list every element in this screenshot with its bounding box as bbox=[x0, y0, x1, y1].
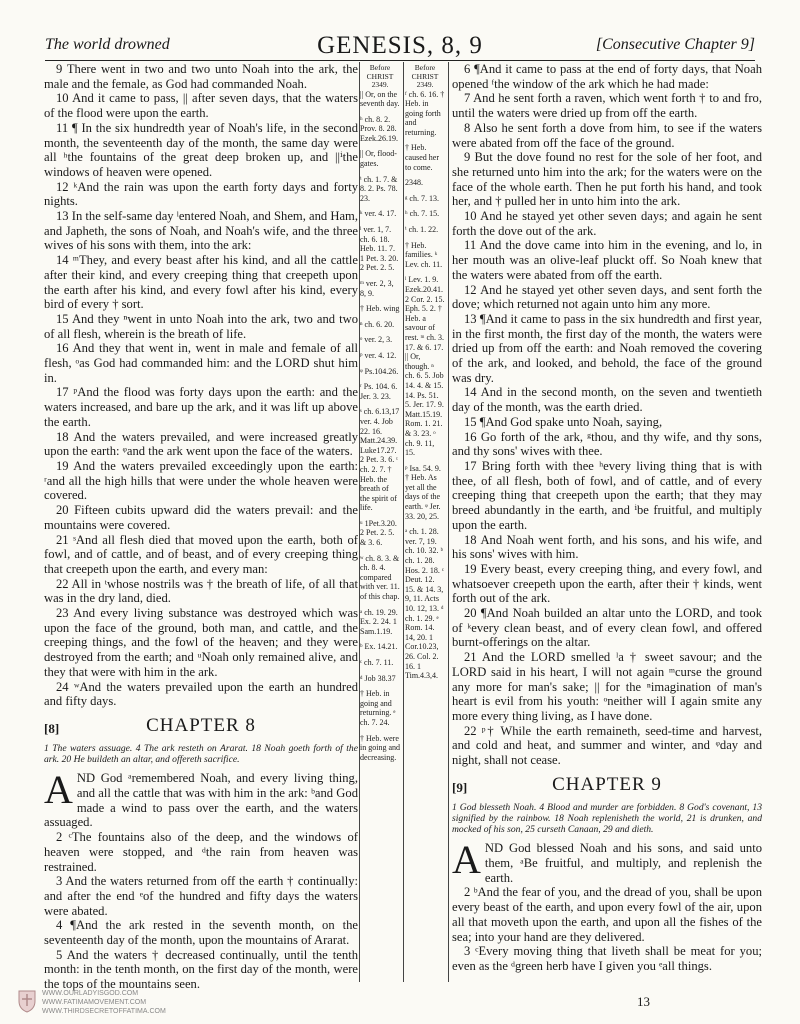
verse: 7 And he sent forth a raven, which went forth † to and fro, until the waters were dried up from off the earth. bbox=[452, 91, 762, 121]
drop-cap: A bbox=[452, 837, 481, 883]
verse: 6 ¶And it came to pass at the end of forty days, that Noah opened ᶠthe window of the ark which he had made: bbox=[452, 62, 762, 91]
verse: 9 But the dove found no rest for the sole of her foot, and she returned unto him into the ark; for the waters were on the face of the whole earth. Then he put forth his hand, and took her, and † pulled her in unto him into the ark. bbox=[452, 150, 762, 209]
cross-reference: † Heb. in going and returning. ᵉ ch. 7. 24. bbox=[360, 689, 396, 727]
cross-reference: ᵠ Ps.104.26. bbox=[360, 366, 399, 376]
verse: 3 And the waters returned from off the earth † continually: and after the end ᵉof the hundred and fifty days the waters were abated. bbox=[44, 874, 358, 918]
era-heading: Before CHRIST 2349. bbox=[366, 63, 394, 89]
verse: 20 Fifteen cubits upward did the waters prevail: and the mountains were covered. bbox=[44, 503, 358, 532]
cross-reference: ᵘ 1Pet.3.20. 2 Pet. 2. 5. & 3. 6. bbox=[360, 518, 397, 548]
verse: 16 And they that went in, went in male and female of all flesh, ᵒas God had commanded him: and the LORD shut him in. bbox=[44, 341, 358, 385]
chapter-title: CHAPTER 8 bbox=[146, 714, 256, 736]
verse: 13 In the self-same day ˡentered Noah, and Shem, and Ham, and Japheth, the sons of Noah, and Noah's wife, and the three wives of his sons with them, into the ark: bbox=[44, 209, 358, 253]
chapter-summary: 1 The waters assuage. 4 The ark resteth on Ararat. 18 Noah goeth forth of the ark. 20 He buildeth an altar, and offereth sacrifice. bbox=[44, 742, 358, 766]
chapter-9-heading bbox=[452, 773, 762, 800]
cross-reference: ⁱ ch. 1. 7. & 8. 2. Ps. 78. 23. bbox=[360, 174, 398, 203]
verse: 18 And the waters prevailed, and were increased greatly upon the earth: ᵠand the ark went upon the face of the waters. bbox=[44, 429, 358, 459]
cross-reference: ⁱ ch. 1. 22. bbox=[405, 225, 439, 235]
verse: 22 ᵖ† While the earth remaineth, seed-time and harvest, and cold and heat, and summer and winter, and ᵠday and night, shall not cease. bbox=[452, 723, 762, 768]
watermark-url: WWW.THIRDSECRETOFFATIMA.COM bbox=[42, 1008, 166, 1015]
verse: 24 ʷAnd the waters prevailed upon the earth an hundred and fifty days. bbox=[44, 679, 358, 709]
cross-reference: † Heb. caused her to come. bbox=[405, 143, 439, 172]
cross-reference: ˡ ver. 1, 7. ch. 6. 18. Heb. 11. 7. 1 Pet. 3. 20. 2 Pet. 2. 5. bbox=[360, 225, 399, 273]
cross-reference: ʰ ch. 8. 2. Prov. 8. 28. Ezek.26.19. bbox=[360, 114, 398, 143]
verse: 22 All in ᵗwhose nostrils was † the breath of life, of all that was in the dry land, died. bbox=[44, 576, 358, 606]
reference-list bbox=[360, 90, 400, 763]
cross-reference: || Or, flood-gates. bbox=[360, 149, 397, 169]
verse: 20 ¶And Noah builded an altar unto the LORD, and took of ᵏevery clean beast, and of every clean fowl, and offered burnt-offerings on the altar. bbox=[452, 606, 762, 650]
verse bbox=[452, 837, 762, 885]
cross-reference: || Or, on the seventh day. bbox=[360, 89, 400, 109]
cross-reference: ˡ Lev. 1. 9. Ezek.20.41. 2 Cor. 2. 15. Eph. 5. 2. † Heb. a savour of rest. ᵐ ch. 3. 17. & 6. 17. || Or, though. ⁿ ch. 6. 5. Job 14. 4. & 15. 14. Ps. 51. 5. Jer. 17. 9. Matt.15.19. Rom. 1. 21. & 3. 23. ᵒ ch. 9. 11, 15. bbox=[405, 275, 445, 458]
cross-reference: ᵃ ch. 1. 28. ver. 7, 19. ch. 10. 32. ᵇ ch. 1. 28. Hos. 2. 18. ᶜ Deut. 12. 15. & 14. 3, 9, 11. Acts 10. 12, 13. ᵈ ch. 1. 29. ᵉ Rom. 14. 14, 20. 1 Cor.10.23, 26. Col. 2. 16. 1 Tim.4.3,4. bbox=[405, 527, 444, 681]
verse: 12 ᵏAnd the rain was upon the earth forty days and forty nights. bbox=[44, 179, 358, 209]
verse: 2 ᵇAnd the fear of you, and the dread of you, shall be upon every beast of the earth, and upon every fowl of the air, upon all that moveth upon the earth, and upon all the fishes of the sea; into your hand are they delivered. bbox=[452, 885, 762, 944]
chapter-number: [9] bbox=[452, 779, 468, 795]
verse: 15 ¶And God spake unto Noah, saying, bbox=[464, 414, 663, 429]
shield-logo-icon bbox=[18, 989, 36, 1013]
era-heading: Before CHRIST 2349. bbox=[411, 63, 439, 89]
verse: 19 Every beast, every creeping thing, and every fowl, and whatsoever creepeth upon the earth, after their † kinds, went forth out of the ark. bbox=[452, 561, 762, 606]
verse: 9 There went in two and two unto Noah into the ark, the male and the female, as God had commanded Noah. bbox=[44, 62, 358, 91]
cross-reference: 2348. bbox=[405, 178, 423, 188]
verse: 19 And the waters prevailed exceedingly upon the earth: ʳand all the high hills that were under the whole heaven were covered. bbox=[44, 458, 358, 503]
watermark-url: WWW.OURLADYISGOD.COM bbox=[42, 990, 139, 997]
verse: 14 ᵐThey, and every beast after his kind, and all the cattle after their kind, and every creeping thing that creepeth upon the earth after his kind, and every fowl after his kind, every bird of every † sort. bbox=[44, 253, 358, 312]
chapter-summary: 1 God blesseth Noah. 4 Blood and murder are forbidden. 8 God's covenant, 13 signified by the rainbow. 18 Noah replenisheth the world, 21 is drunken, and mocked of his son, 25 curseth Canaan, 29 and dieth. bbox=[452, 801, 762, 836]
chapter-7-verses bbox=[44, 62, 358, 709]
verse: 13 ¶And it came to pass in the six hundredth and first year, in the first month, the first day of the month, the waters were dried up from off the earth: and Noah removed the covering of the ark, and looked, and behold, the face of the ground was dry. bbox=[452, 311, 762, 385]
cross-reference: ᵏ ver. 4. 17. bbox=[360, 209, 397, 219]
cross-reference: ʷ ch. 8. 3. & ch. 8. 4. compared with ver. 11. of this chap. bbox=[360, 553, 400, 602]
page-number: 13 bbox=[637, 994, 650, 1009]
verse: 11 And the dove came into him in the evening, and lo, in her mouth was an olive-leaf pluckt off. So Noah knew that the waters were abated from off the earth. bbox=[452, 238, 762, 282]
header-title: GENESIS, 8, 9 bbox=[317, 32, 483, 59]
watermark bbox=[18, 989, 228, 1016]
cross-reference: ᵐ ver. 2, 3, 8, 9. bbox=[360, 279, 394, 298]
verse: 10 And it came to pass, || after seven days, that the waters of the flood were upon the earth. bbox=[44, 91, 358, 121]
verse bbox=[44, 767, 358, 830]
cross-reference: ʳ Ps. 104. 6. Jer. 3. 23. bbox=[360, 382, 398, 401]
cross-reference: ᵖ Isa. 54. 9. † Heb. As yet all the days of the earth. ᵠ Jer. 33. 20, 25. bbox=[405, 463, 441, 521]
watermark-lines bbox=[42, 989, 228, 1016]
cross-reference: ʰ ch. 7. 15. bbox=[405, 209, 440, 219]
column-divider bbox=[403, 62, 404, 982]
left-references bbox=[360, 62, 400, 768]
verse: 23 And every living substance was destroyed which was upon the face of the ground, both man, and cattle, and the creeping things, and the fowl of the heaven; and they were destroyed from the earth; and ᵘNoah only remained alive, and they that were with him in the ark. bbox=[44, 606, 358, 679]
verse: 12 And he stayed yet other seven days, and sent forth the dove; which returned not again unto him any more. bbox=[452, 282, 762, 312]
verse: 2 ᶜThe fountains also of the deep, and the windows of heaven were stopped, and ᵈthe rain from heaven was restrained. bbox=[44, 830, 358, 874]
verse-text: ND God ᵃremembered Noah, and every living thing, and all the cattle that was with him in the ark: ᵇand God made a wind to pass over the earth, and the waters assuaged. bbox=[44, 771, 358, 830]
cross-reference: † Heb. families. ᵏ Lev. ch. 11. bbox=[405, 240, 443, 269]
cross-reference: ᵒ ver. 2, 3. bbox=[360, 335, 393, 345]
reference-list bbox=[405, 90, 445, 681]
header-left: The world drowned bbox=[45, 36, 170, 53]
cross-reference: ᵖ ver. 4. 12. bbox=[360, 350, 397, 360]
column-divider bbox=[448, 62, 449, 982]
running-header bbox=[45, 32, 755, 60]
header-rule bbox=[45, 60, 755, 61]
verse: 10 And he stayed yet other seven days; and again he sent forth the dove out of the ark. bbox=[452, 209, 762, 238]
cross-reference: ˢ ch. 6.13,17 ver. 4. Job 22. 16. Matt.24.39. Luke17.27. 2 Pet. 3. 6. ᵗ ch. 2. 7. † Heb. the breath of the spirit of life. bbox=[360, 407, 400, 513]
cross-reference: ᵃ ch. 19. 29. Ex. 2. 24. 1 Sam.1.19. bbox=[360, 607, 398, 636]
verse-text: ND God blessed Noah and his sons, and said unto them, ᵃBe fruitful, and multiply, and replenish the earth. bbox=[484, 841, 762, 885]
right-references bbox=[405, 62, 445, 687]
verse: 11 ¶ In the six hundredth year of Noah's life, in the second month, the seventeenth day of the month, the same day were all ʰthe fountains of the great deep broken up, and ||ⁱthe windows of heaven were opened. bbox=[44, 120, 358, 179]
verse: 16 Go forth of the ark, ᵍthou, and thy wife, and thy sons, and thy sons' wives with thee. bbox=[452, 429, 762, 459]
verse: 17 Bring forth with thee ʰevery living thing that is with thee, of all flesh, both of fowl, and of cattle, and of every creeping thing that creepeth upon the earth; that they may breed abundantly in the earth, and ⁱbe fruitful, and multiply upon the earth. bbox=[452, 458, 762, 532]
chapter-9-verses bbox=[452, 885, 762, 973]
cross-reference: ⁿ ch. 6. 20. bbox=[360, 319, 395, 329]
verse: 15 And they ⁿwent in unto Noah into the ark, two and two of all flesh, wherein is the breath of life. bbox=[44, 311, 358, 341]
right-text-column bbox=[452, 62, 762, 974]
drop-cap: A bbox=[44, 767, 73, 813]
cross-reference: ᶜ ch. 7. 11. bbox=[360, 658, 394, 667]
verse: 21 ˢAnd all flesh died that moved upon the earth, both of fowl, and of cattle, and of beast, and of every creeping thing that creepeth upon the earth, and every man: bbox=[44, 532, 358, 576]
watermark-url: WWW.FATIMAMOVEMENT.COM bbox=[42, 999, 147, 1006]
chapter-title: CHAPTER 9 bbox=[552, 773, 662, 795]
verse: 17 ᵖAnd the flood was forty days upon the earth: and the waters increased, and bare up the ark, and it was lift up above the earth. bbox=[44, 385, 358, 429]
chapter-number: [8] bbox=[44, 720, 60, 736]
cross-reference: ᶠ ch. 6. 16. † Heb. in going forth and returning. bbox=[405, 89, 445, 137]
verse: 3 ᶜEvery moving thing that liveth shall be meat for you; even as the ᵈgreen herb have I given you ᵉall things. bbox=[452, 944, 762, 973]
verse: 8 Also he sent forth a dove from him, to see if the waters were abated from off the face of the ground. bbox=[452, 120, 762, 150]
verse: 14 And in the second month, on the seven and twentieth day of the month, was the earth dried. bbox=[452, 385, 762, 415]
chapter-8-verses bbox=[44, 830, 358, 992]
header-right: [Consecutive Chapter 9] bbox=[595, 36, 755, 53]
cross-reference: † Heb. wing bbox=[360, 304, 400, 314]
chapter-8-verses bbox=[452, 62, 762, 768]
chapter-8-heading bbox=[44, 714, 358, 741]
verse: 4 ¶And the ark rested in the seventh month, on the seventeenth day of the month, upon the mountains of Ararat. bbox=[44, 918, 358, 948]
cross-reference: ᵇ Ex. 14.21. bbox=[360, 642, 398, 652]
cross-reference: † Heb. were in going and decreasing. bbox=[360, 733, 400, 762]
cross-reference: ᵈ Job 38.37 bbox=[360, 673, 396, 683]
verse: 21 And the LORD smelled ˡa † sweet savour; and the LORD said in his heart, I will not again ᵐcurse the ground any more for man's sake; || for the ⁿimagination of man's heart is evil from his youth: ᵒneither will I again smite any more every thing living, as I have done. bbox=[452, 650, 762, 723]
verse: 5 And the waters † decreased continually, until the tenth month: in the tenth month, on the first day of the month, were the tops of the mountains seen. bbox=[44, 947, 358, 992]
cross-reference: ᵍ ch. 7. 13. bbox=[405, 193, 439, 203]
verse: 18 And Noah went forth, and his sons, and his wife, and his sons' wives with him. bbox=[452, 532, 762, 562]
left-text-column bbox=[44, 62, 358, 992]
